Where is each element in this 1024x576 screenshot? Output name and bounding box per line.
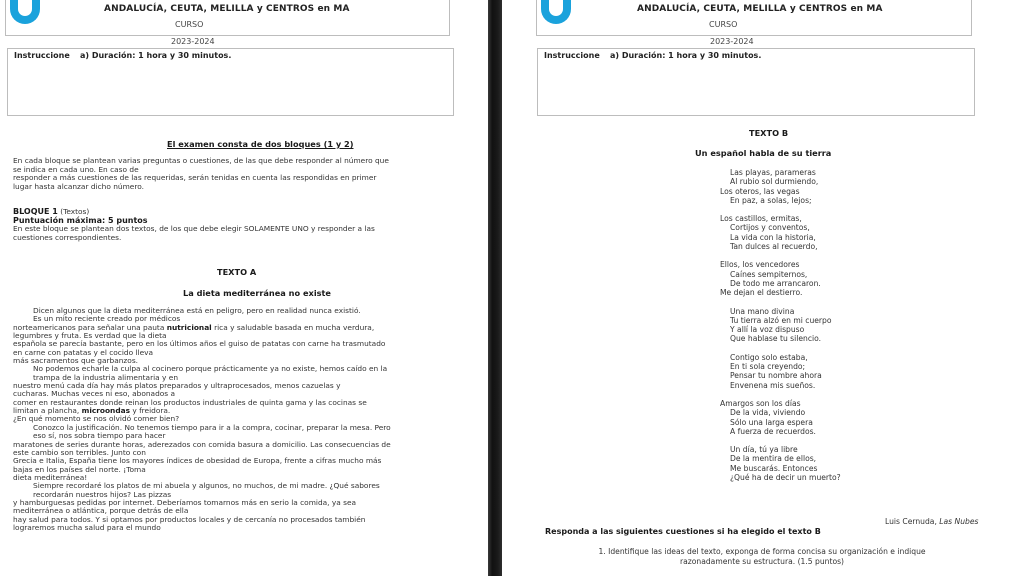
- texto-a-line: y hamburguesas pedidas por internet. Deberíamos tomarnos más en serio la comida, ya sea: [13, 497, 357, 507]
- texto-a-line: dieta mediterránea!: [13, 472, 88, 482]
- texto-b-title: Un español habla de su tierra: [695, 148, 832, 158]
- poem-stanza: [720, 399, 841, 436]
- course-year: 2023-2024: [171, 37, 215, 46]
- poem-verse: En paz, a solas, lejos;: [730, 195, 812, 205]
- poem-verse: Los oteros, las vegas: [720, 186, 800, 196]
- poem-verse: Amargos son los días: [720, 398, 801, 408]
- poem-verse: Tan dulces al recuerdo,: [730, 242, 818, 252]
- poem-verse: Me buscarás. Entonces: [730, 463, 818, 473]
- poem-verse: Me dejan el destierro.: [720, 288, 803, 298]
- poem-verse: La vida con la historia,: [730, 232, 816, 242]
- texto-a-line: este cambio son terribles. Junto con: [13, 447, 146, 457]
- poem-verse: En ti sola creyendo;: [730, 362, 806, 372]
- texto-a-body: [13, 307, 391, 532]
- header-box: [5, 0, 450, 36]
- texto-b-label: TEXTO B: [749, 128, 789, 138]
- poem-verse: Envenena mis sueños.: [730, 380, 816, 390]
- poem-stanza: [720, 353, 841, 390]
- texto-a-line: bajas en los países del norte. ¡Toma: [13, 464, 146, 474]
- poem-work: Las Nubes: [939, 517, 979, 526]
- poem-verse: Pensar tu nombre ahora: [730, 371, 822, 381]
- page-divider: [488, 0, 502, 576]
- poem-attribution: [885, 518, 979, 527]
- poem-stanza: [720, 214, 841, 251]
- instructions-duration: a) Duración: 1 hora y 30 minutos.: [80, 51, 232, 60]
- instructions-label: Instruccione: [14, 51, 70, 60]
- poem-verse: Un día, tú ya libre: [730, 445, 798, 455]
- texto-a-line: eso sí, nos sobra tiempo para hacer: [33, 431, 166, 441]
- question-1: 1. Identifique las ideas del texto, exponga de forma concisa su organización e indique razonadamente su estructura. (1.5 puntos): [598, 547, 926, 566]
- poem-stanza: [720, 445, 841, 482]
- bloque-1-section: BLOQUE 1 (Textos) Puntuación máxima: 5 puntos En este bloque se plantean dos textos, de los que debe elegir SOLAMENTE UNO y responder a las cuestiones correspondientes.: [13, 207, 375, 242]
- questions-heading: Responda a las siguientes cuestiones si ha elegido el texto B: [545, 527, 821, 536]
- texto-a-line: No podemos echarle la culpa al cocinero porque prácticamente ya no existe, hemos caído en la: [33, 364, 388, 374]
- poem-verse: Ellos, los vencedores: [720, 260, 800, 270]
- poem-verse: Contigo solo estaba,: [730, 352, 808, 362]
- university-logo-icon: [541, 0, 571, 24]
- poem-verse: ¿Qué ha de decir un muerto?: [730, 473, 841, 483]
- texto-a-line: recordarán nuestros hijos? Las pizzas: [33, 489, 172, 499]
- poem-stanza: [720, 260, 841, 297]
- poem-verse: Que hablase tu silencio.: [730, 334, 822, 344]
- exam-page-left: [0, 0, 488, 576]
- exam-page-right: [502, 0, 1024, 576]
- texto-a-line: comer en restaurantes donde reinan los productos industriales de quinta gama y las cocinas se: [13, 397, 367, 407]
- texto-a-line: lograremos mucha salud para el mundo: [13, 522, 161, 532]
- instructions-label: Instruccione: [544, 51, 600, 60]
- texto-a-line: legumbres y fruta. Es verdad que la dieta: [13, 331, 167, 341]
- texto-a-line: Dicen algunos que la dieta mediterránea está en peligro, pero en realidad nunca existió.: [33, 306, 361, 315]
- bold-term: microondas: [81, 406, 130, 416]
- region-title: ANDALUCÍA, CEUTA, MELILLA y CENTROS en MA: [637, 4, 883, 14]
- texto-a-line: Es un mito reciente creado por médicos: [33, 314, 181, 324]
- instructions-duration: a) Duración: 1 hora y 30 minutos.: [610, 51, 762, 60]
- poem-verse: Tu tierra alzó en mi cuerpo: [730, 315, 832, 325]
- texto-a-line: Siempre recordaré los platos de mi abuela y algunos, no muchos, de mi madre. ¿Qué sabores: [33, 481, 380, 491]
- instructions-box: [537, 48, 975, 116]
- intro-paragraph: En cada bloque se plantean varias preguntas o cuestiones, de las que debe responder al número que se indica en cada uno. En caso de responder a más cuestiones de las requeridas, serán tenidas en cuenta las respondidas en primer lugar hasta alcanzar dicho número.: [13, 156, 389, 191]
- poem-verse: Al rubio sol durmiendo,: [730, 177, 819, 187]
- bloque-subtitle: (Textos): [60, 207, 90, 216]
- texto-a-line: más sacramentos que garbanzos.: [13, 356, 139, 366]
- poem-verse: Caínes sempiternos,: [730, 269, 808, 279]
- texto-a-line: ¿En qué momento se nos olvidó comer bien?: [13, 414, 180, 424]
- texto-a-line: limitan a plancha, microondas y freidora.: [13, 406, 171, 416]
- exam-title: El examen consta de dos bloques (1 y 2): [167, 139, 354, 149]
- texto-a-line: cucharas. Muchas veces ni eso, abonados a: [13, 389, 176, 399]
- texto-a-title: La dieta mediterránea no existe: [183, 288, 331, 298]
- texto-a-line: Grecia e Italia, España tiene los mayores índices de obesidad de Europa, frente a cifras mucho más: [13, 456, 382, 466]
- question-number: 1.: [598, 547, 606, 556]
- poem-verse: Cortijos y conventos,: [730, 223, 810, 233]
- texto-a-line: Conozco la justificación. No tenemos tiempo para ir a la compra, cocinar, preparar la mesa. Pero: [33, 422, 391, 432]
- course-year: 2023-2024: [710, 37, 754, 46]
- texto-a-line: trampa de la industria alimentaria y en: [33, 372, 179, 382]
- poem-stanza: [720, 168, 841, 205]
- texto-a-line: mediterránea o atlántica, porque detrás de ella: [13, 506, 189, 516]
- bold-term: nutricional: [166, 322, 212, 332]
- bloque-score: Puntuación máxima: 5 puntos: [13, 215, 148, 225]
- poem-verse: De la mentira de ellos,: [730, 454, 817, 464]
- curso-label: CURSO: [709, 20, 738, 29]
- instructions-box: [7, 48, 454, 116]
- poem-body: [720, 168, 841, 491]
- poem-verse: Y allí la voz dispuso: [730, 325, 805, 335]
- texto-a-line: hay salud para todos. Y si optamos por productos locales y de cercanía no procesados también: [13, 514, 366, 524]
- curso-label: CURSO: [175, 20, 204, 29]
- poem-verse: De todo me arrancaron.: [730, 278, 821, 288]
- texto-a-line: norteamericanos para señalar una pauta nutricional rica y saludable basada en mucha verdura,: [13, 322, 375, 332]
- university-logo-icon: [10, 0, 40, 24]
- poem-verse: Sólo una larga espera: [730, 417, 813, 427]
- poem-verse: Los castillos, ermitas,: [720, 214, 802, 224]
- poem-verse: Las playas, parameras: [730, 168, 816, 177]
- texto-a-line: maratones de series durante horas, aderezados con comida basura a domicilio. Las consecuencias de: [13, 439, 391, 449]
- texto-a-label: TEXTO A: [217, 267, 257, 277]
- poem-author: Luis Cernuda,: [885, 517, 937, 526]
- poem-verse: Una mano divina: [730, 306, 795, 316]
- header-box: [536, 0, 972, 36]
- texto-a-line: española se parecía bastante, pero en los últimos años el guiso de patatas con carne ha trasmutado: [13, 339, 386, 349]
- region-title: ANDALUCÍA, CEUTA, MELILLA y CENTROS en MA: [104, 4, 350, 14]
- texto-a-line: nuestro menú cada día hay más platos preparados y ultraprocesados, menos cazuelas y: [13, 381, 341, 391]
- poem-verse: A fuerza de recuerdos.: [730, 426, 816, 436]
- texto-a-line: en carne con patatas y el cocido lleva: [13, 347, 154, 357]
- bloque-title: BLOQUE 1: [13, 207, 58, 216]
- poem-stanza: [720, 307, 841, 344]
- poem-verse: De la vida, viviendo: [730, 408, 806, 418]
